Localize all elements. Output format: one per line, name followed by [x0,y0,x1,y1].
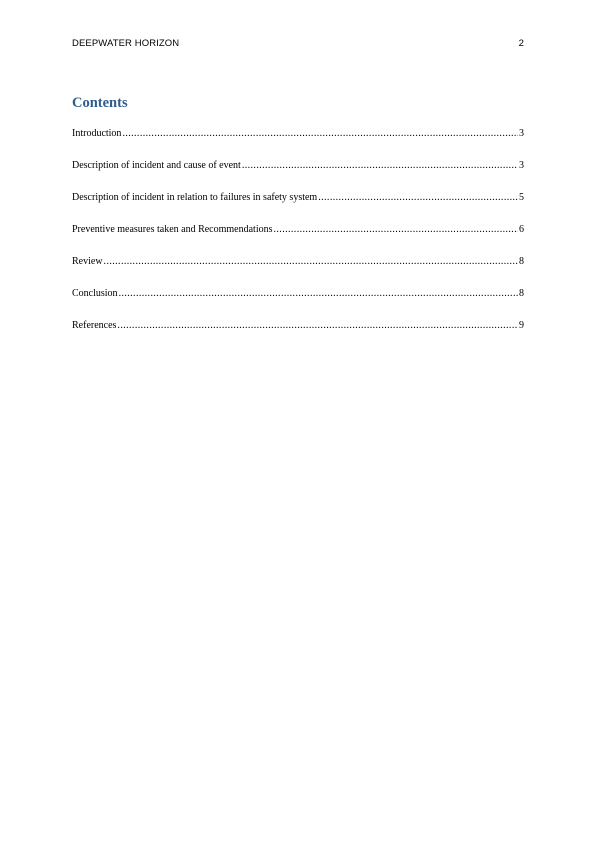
toc-dot-leader [117,319,518,333]
toc-entry-safety-system-failures[interactable] [72,191,524,223]
toc-entry-review[interactable] [72,255,524,287]
toc-entry-label: Introduction [72,128,122,139]
running-head: DEEPWATER HORIZON [72,37,180,49]
page-header [72,36,524,50]
toc-dot-leader [242,159,518,173]
toc-entry-page: 8 [519,288,524,299]
toc-entry-label: Preventive measures taken and Recommendations [72,224,273,235]
toc-dot-leader [119,287,518,301]
toc-entry-label: References [72,320,117,331]
toc-entry-page: 3 [519,128,524,139]
toc-entry-references[interactable] [72,319,524,351]
toc-entry-page: 6 [519,224,524,235]
toc-entry-description-of-incident[interactable] [72,159,524,191]
toc-dot-leader [318,191,518,205]
toc-entry-label: Description of incident in relation to failures in safety system [72,192,318,203]
toc-entry-introduction[interactable] [72,127,524,159]
toc-entry-label: Conclusion [72,288,118,299]
toc-entry-page: 8 [519,256,524,267]
toc-entry-page: 3 [519,160,524,171]
toc-entry-conclusion[interactable] [72,287,524,319]
toc-dot-leader [104,255,518,269]
toc-entry-label: Review [72,256,103,267]
toc-entry-preventive-measures[interactable] [72,223,524,255]
toc-dot-leader [274,223,519,237]
toc-dot-leader [122,127,518,141]
table-of-contents [72,127,524,351]
page-number: 2 [518,37,524,49]
toc-entry-label: Description of incident and cause of event [72,160,241,171]
toc-entry-page: 9 [519,320,524,331]
contents-heading: Contents [72,95,128,111]
toc-entry-page: 5 [519,192,524,203]
